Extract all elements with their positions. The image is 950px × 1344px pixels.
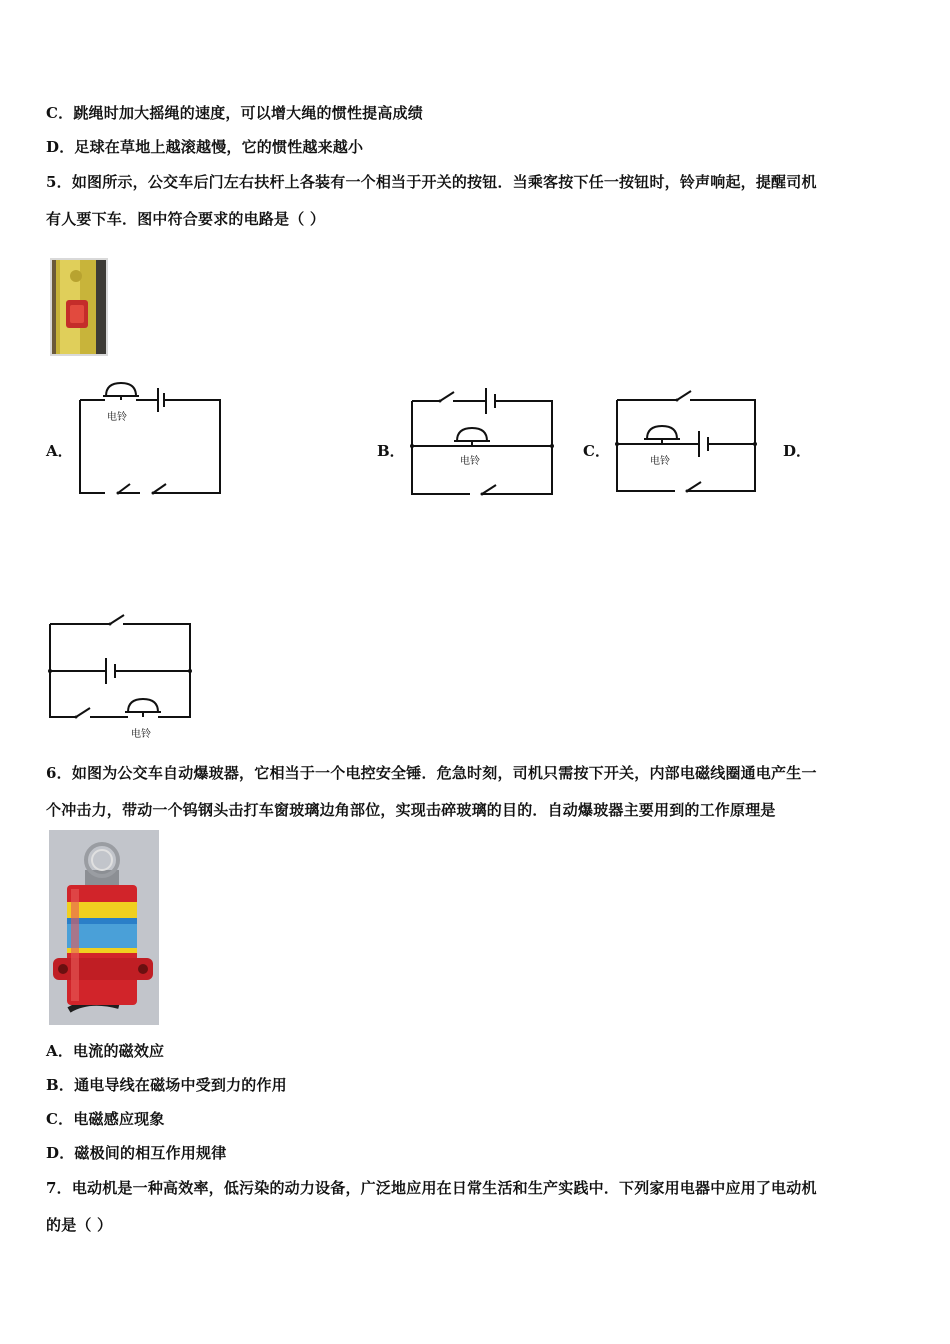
battery-icon bbox=[486, 388, 495, 414]
q4-option-c: C．跳绳时加大摇绳的速度，可以增大绳的惯性提高成绩 bbox=[46, 104, 423, 122]
window-breaker-photo bbox=[49, 830, 159, 1025]
bell-label: 电铃 bbox=[107, 412, 127, 423]
q5-stem-line2: 有人要下车．图中符合要求的电路是（ ） bbox=[46, 210, 326, 228]
q7-stem-line1: 7．电动机是一种高效率，低污染的动力设备，广泛地应用在日常生活和生产实践中．下列家用电器中应用了电动机 bbox=[46, 1179, 817, 1197]
q6-option-b: B．通电导线在磁场中受到力的作用 bbox=[46, 1076, 287, 1094]
q5-option-d-label: D． bbox=[783, 442, 812, 460]
circuit-b bbox=[410, 380, 555, 498]
q5-option-b-label: B． bbox=[377, 442, 405, 460]
q5-option-c-label: C． bbox=[583, 442, 610, 460]
q5-option-a-label: A． bbox=[46, 442, 73, 460]
battery-icon bbox=[106, 658, 115, 684]
switch-icon bbox=[109, 615, 125, 626]
switch-icon bbox=[439, 392, 455, 403]
q5-stem-line1: 5．如图所示，公交车后门左右扶杆上各装有一个相当于开关的按钮．当乘客按下任一按钮时，铃声响起，提醒司机 bbox=[46, 173, 817, 191]
bell-label: 电铃 bbox=[650, 456, 670, 467]
circuit-a bbox=[78, 378, 223, 496]
q7-stem-line2: 的是（ ） bbox=[46, 1216, 113, 1234]
circuit-d bbox=[48, 612, 196, 742]
battery-icon bbox=[699, 431, 708, 457]
q6-stem-line2: 个冲击力，带动一个钨钢头击打车窗玻璃边角部位，实现击碎玻璃的目的．自动爆玻器主要用到的工作原理是 bbox=[46, 801, 776, 819]
bus-button-photo bbox=[50, 258, 108, 356]
bell-label: 电铃 bbox=[131, 729, 151, 740]
q6-option-a: A．电流的磁效应 bbox=[46, 1042, 165, 1060]
bell-icon bbox=[454, 428, 490, 446]
q4-option-d: D．足球在草地上越滚越慢，它的惯性越来越小 bbox=[46, 138, 364, 156]
q6-option-d: D．磁极间的相互作用规律 bbox=[46, 1144, 227, 1162]
q6-option-c: C．电磁感应现象 bbox=[46, 1110, 165, 1128]
switch-icon bbox=[676, 391, 692, 402]
switch-icon bbox=[75, 708, 91, 719]
bell-icon bbox=[125, 699, 161, 717]
bell-label: 电铃 bbox=[460, 456, 480, 467]
battery-icon bbox=[158, 388, 164, 412]
q6-stem-line1: 6．如图为公交车自动爆玻器，它相当于一个电控安全锤．危急时刻，司机只需按下开关，内部电磁线圈通电产生一 bbox=[46, 764, 817, 782]
bell-icon bbox=[103, 383, 139, 400]
bell-icon bbox=[644, 426, 680, 444]
circuit-c bbox=[615, 384, 760, 496]
